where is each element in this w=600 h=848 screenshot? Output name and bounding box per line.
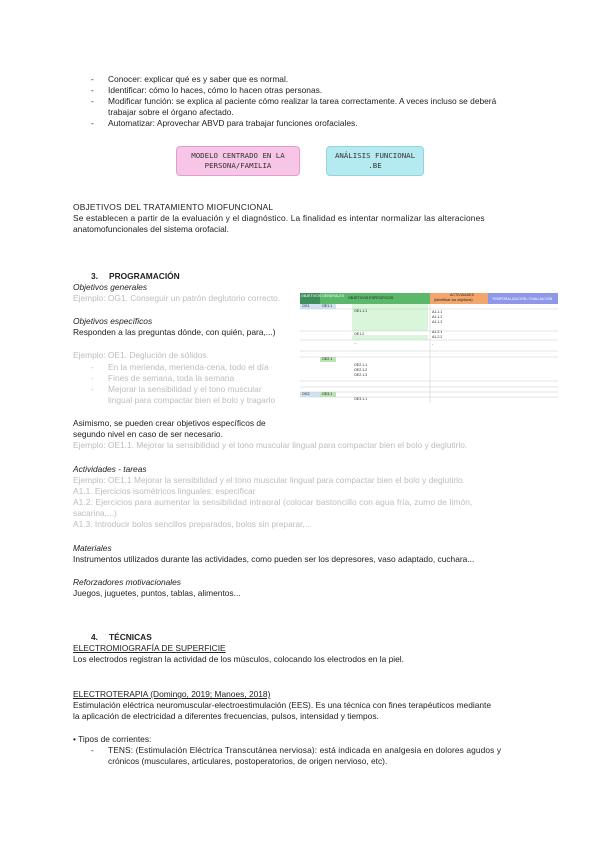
list-heading: • Tipos de corrientes: [73,734,152,744]
table-cell: OE1.2 [354,332,365,336]
section-title: TÉCNICAS [109,632,152,642]
list-bullet: - [91,74,94,84]
list-item: Automatizar: Aprovechar ABVD para trabajar funciones orofaciales. [108,118,358,128]
table-cell: OE3.1 [322,392,333,396]
list-item: Modificar función: se explica al paciente cómo realizar la tarea correctamente. A veces incluso se deberá [108,96,497,106]
table-cell: - [432,342,434,346]
table-header-especificos: OBJETIVOS ESPECÍFICOS [348,296,394,300]
paragraph-line: Instrumentos utilizados durante las actividades, como pueden ser los depresores, vaso adaptado, cuchara... [73,554,475,564]
list-item-continuation: crónicos (musculares, articulares, postoperatorios, de origen nervioso, etc). [108,756,388,766]
list-item-continuation: trabajar sobre el órgano afectado. [108,107,234,117]
activity-line: A1.3. Introducir bolos sencillos preparados, bolos sin preparar,... [73,519,312,529]
table-cell: OG1 [302,304,310,308]
table-cell: OE1.1 [322,304,333,308]
table-grid [300,293,558,403]
list-item: Fines de semana, toda la semana [108,373,235,383]
example-text: Ejemplo: OE1.1. Mejorar la sensibilidad y el tono muscular lingual para compactar bien el bolo y deglutirlo. [73,440,468,450]
table-header-temporalizacion: TEMPORALIZACIÓN / EVALUACIÓN [492,297,553,301]
activity-line: A1.1. Ejercicios isométricos linguales: especificar [73,486,256,496]
table-cell: OE2.1.2 [354,368,368,372]
list-bullet: - [91,85,94,95]
table-cell: OE2.1.1 [354,363,368,367]
subheading: Actividades - tareas [73,464,147,474]
analisis-funcional-button[interactable]: ANÁLISIS FUNCIONAL .BE [326,146,424,176]
list-bullet: - [91,745,94,755]
paragraph-line: Estimulación eléctrica neuromuscular-electroestimulación (EES). Es una técnica con fines terapéuticos mediante [73,700,492,710]
paragraph-line: Se establecen a partir de la evaluación y el diagnóstico. La finalidad es intentar normalizar las alteraciones [73,213,485,223]
list-bullet: - [91,373,94,383]
section-number: 3. [91,271,98,281]
list-bullet: - [91,96,94,106]
list-item-continuation: lingual para compactar bien el bolo y tragarlo [108,395,276,405]
paragraph-line: Juegos, juguetes, puntos, tablas, alimentos... [73,588,241,598]
table-cell: OE3.1.1 [354,397,368,401]
table-cell: A1.1.3 [432,320,443,324]
list-item: Conocer: explicar qué es y saber que es normal. [108,74,289,84]
paragraph-line: la aplicación de electricidad a diferentes frecuencias, pulsos, intensidad y tiempos. [73,711,379,721]
paragraph-line: Responden a las preguntas dónde, con quién, para,...) [73,327,276,337]
list-item: Mejorar la sensibilidad y el tono muscular [108,384,262,394]
example-text: Ejemplo: OE1. Deglución de sólidos [73,350,207,360]
table-cell: OE2.1.3 [354,373,368,377]
section-number: 4. [91,632,98,642]
example-text: Ejemplo: OE1.1 Mejorar la sensibilidad y el tono muscular lingual para compactar bien el bolo y deglutirlo. [73,475,465,485]
subheading: Objetivos generales [73,282,148,292]
table-cell: A1.1.1 [432,310,443,314]
subheading: Objetivos específicos [73,316,153,326]
subheading: Materiales [73,543,112,553]
table-header-general: OBJETIVOS GENERALES [301,294,345,298]
list-item: Identificar: cómo lo haces, cómo lo hacen otras personas. [108,85,323,95]
table-header-actividades-sub: (identificar los objetivos) [434,298,473,302]
table-cell: OG2 [302,392,310,396]
modelo-centrado-button[interactable]: MODELO CENTRADO EN LA PERSONA/FAMILIA [176,146,300,176]
list-bullet: - [91,118,94,128]
paragraph-line: Los electrodos registran la actividad de los músculos, colocando los electrodos en la piel. [73,654,404,664]
activity-line: sacarina,...) [73,508,117,518]
table-cell: OE2.1 [322,357,333,361]
list-bullet: - [91,384,94,394]
table-cell: ... [354,341,357,345]
section-title: PROGRAMACIÓN [109,271,180,281]
list-item: En la merienda, merienda-cena, todo el día [108,362,269,372]
example-text: Ejemplo: OG1. Conseguir un patrón deglutorio correcto. [73,293,281,303]
section-heading: OBJETIVOS DEL TRATAMIENTO MIOFUNCIONAL [73,202,274,212]
list-bullet: - [91,362,94,372]
programming-table [300,293,558,403]
subheading: ELECTROTERAPIA (Domingo, 2019; Manoes, 2018) [73,689,271,699]
table-header-actividades: ACTIVIDADES [450,293,474,297]
table-cell: A1.2.2 [432,335,443,339]
activity-line: A1.2. Ejercicios para aumentar la sensibilidad intraoral (colocar bastoncillo con agua fría, zumo de limón, [73,497,473,507]
table-cell: A1.1.2 [432,315,443,319]
paragraph-line: Asimismo, se pueden crear objetivos específicos de [73,418,266,428]
list-item: TENS: (Estimulación Eléctrica Transcutánea nerviosa): está indicada en analgesia en dolores agudos y [108,745,502,755]
paragraph-line: segundo nivel en caso de ser necesario. [73,429,223,439]
table-cell: OE1.1.1 [354,309,368,313]
subheading: ELECTROMIOGRAFÍA DE SUPERFICIE [73,643,226,653]
table-cell: A1.2.1 [432,330,443,334]
paragraph-line: anatomofuncionales del sistema orofacial. [73,224,229,234]
subheading: Reforzadores motivacionales [73,577,181,587]
